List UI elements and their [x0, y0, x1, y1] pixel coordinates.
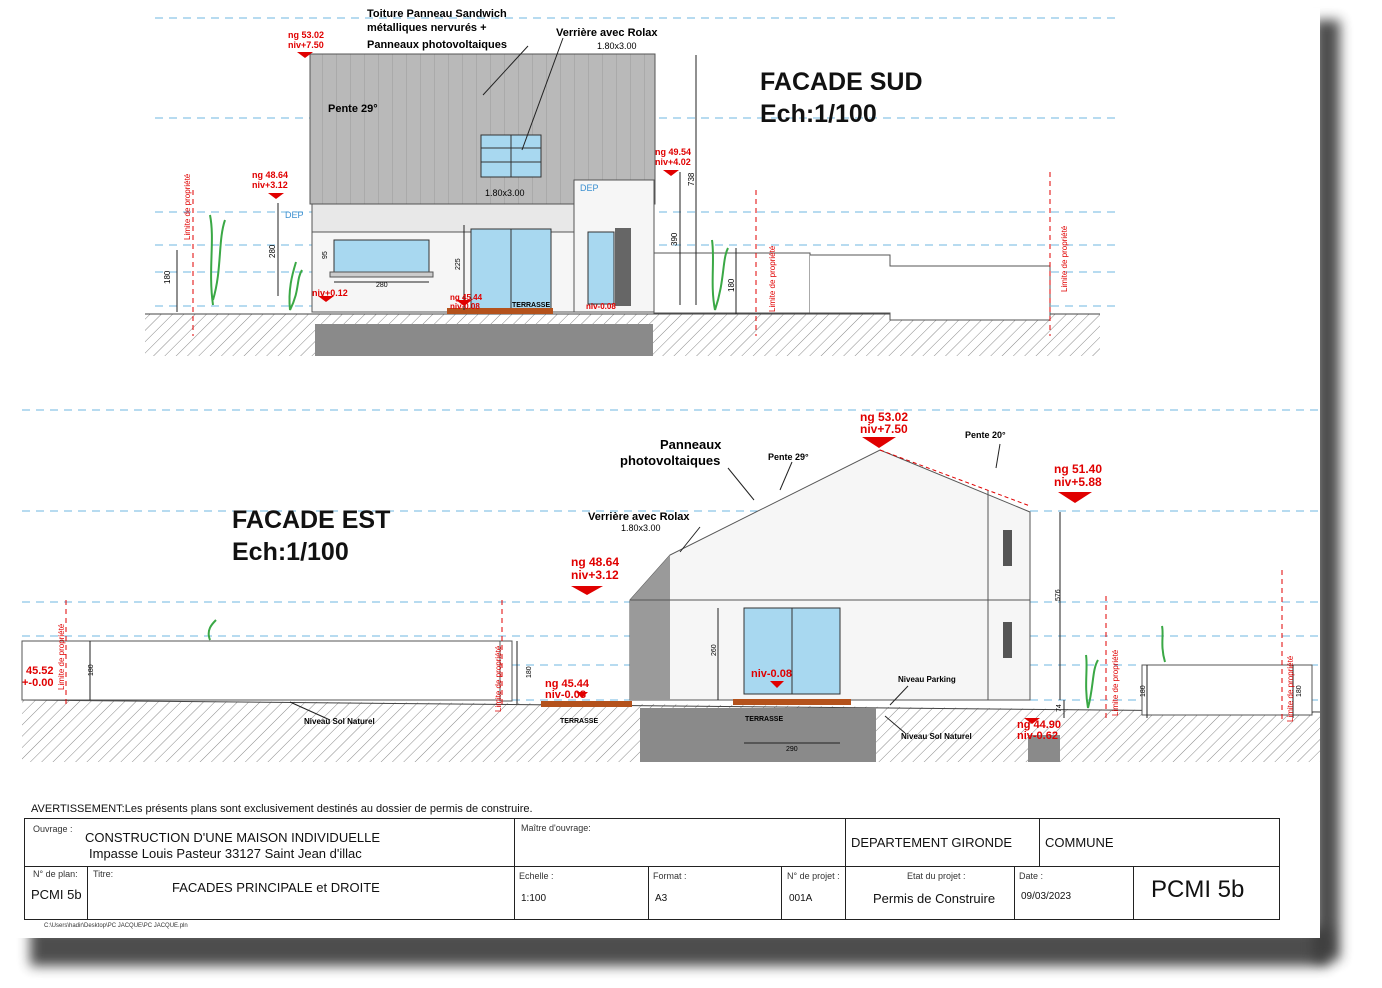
date-label: Date :: [1019, 871, 1044, 881]
est-verriere-dim: 1.80x3.00: [621, 523, 661, 533]
sud-terrace-label: TERRASSE: [512, 302, 551, 309]
est-dim-180c: 180: [1140, 685, 1147, 697]
sud-level-door: niv-0.08: [586, 302, 616, 311]
ouvrage-label: Ouvrage :: [33, 824, 73, 834]
sud-verriere-dim: 1.80x3.00: [597, 41, 637, 51]
est-level-right: ng 51.40 niv+5.88: [1054, 462, 1103, 489]
est-dim-576: 576: [1055, 589, 1062, 601]
maitre-label: Maître d'ouvrage:: [521, 823, 591, 833]
est-panneaux-2: photovoltaiques: [620, 453, 721, 468]
est-terrace-label-1: TERRASSE: [560, 718, 599, 725]
est-level-top: ng 53.02 niv+7.50: [860, 410, 909, 436]
sud-dim-280h: 280: [376, 282, 388, 289]
warning-text: AVERTISSEMENT:Les présents plans sont exclusivement destinés au dossier de permis de construire.: [31, 803, 533, 815]
sud-level-terrace: ng 45.44 niv-0.08: [450, 293, 483, 311]
ouvrage-line-1: CONSTRUCTION D'UNE MAISON INDIVIDUELLE: [85, 830, 381, 845]
est-level-terrace: ng 45.44 niv-0.08: [545, 678, 590, 701]
est-niveau-parking: Niveau Parking: [898, 675, 956, 684]
sud-limite-1: Limite de propriété: [183, 173, 192, 240]
etat-value: Permis de Construire: [873, 891, 996, 906]
plan-value: PCMI 5b: [31, 887, 82, 902]
est-scale: Ech:1/100: [232, 538, 349, 566]
sud-verriere-label: Verrière avec Rolax: [556, 27, 658, 39]
est-limite-2: Limite de propriété: [494, 645, 503, 712]
sud-dim-390: 390: [670, 232, 679, 246]
sud-roof-note-1: Toiture Panneau Sandwich: [367, 8, 507, 20]
facade-sud: [145, 18, 1118, 356]
est-panneaux-1: Panneaux: [660, 437, 722, 452]
est-pente-20: Pente 20°: [965, 430, 1006, 440]
est-terrace-left: [541, 701, 632, 707]
est-level-left: ng 48.64 niv+3.12: [571, 555, 620, 582]
sud-window-sill: [330, 272, 433, 277]
est-dim-290: 290: [786, 746, 798, 753]
est-dim-74: 74: [1056, 704, 1063, 712]
title-block: [24, 818, 1280, 920]
sud-dim-738: 738: [687, 172, 696, 186]
est-pente-29: Pente 29°: [768, 452, 809, 462]
sud-level-ground: niv+0.12: [312, 288, 348, 298]
titre-value: FACADES PRINCIPALE et DROITE: [172, 880, 380, 895]
etat-label: Etat du projet :: [907, 871, 966, 881]
sud-dep-2: DEP: [580, 183, 599, 193]
titre-label: Titre:: [93, 869, 114, 879]
sud-dim-180a: 180: [163, 270, 172, 284]
sud-fence: [810, 255, 1050, 320]
sud-roof-note-3: Panneaux photovoltaiques: [367, 39, 507, 51]
sud-dim-280v: 280: [268, 244, 277, 258]
est-level-edge: 45.52 +-0.00: [22, 665, 54, 689]
format-label: Format :: [653, 871, 687, 881]
sud-title: FACADE SUD: [760, 68, 923, 96]
sud-dim-95: 95: [322, 251, 329, 259]
projet-value: 001A: [789, 893, 813, 904]
echelle-label: Echelle :: [519, 871, 554, 881]
est-level-bottom: ng 44.90 niv-0.62: [1017, 719, 1062, 742]
est-limite-4: Limite de propriété: [1286, 655, 1295, 722]
sud-level-left: ng 48.64 niv+3.12: [252, 170, 289, 190]
est-level-door: niv-0.08: [751, 668, 792, 680]
date-value: 09/03/2023: [1021, 891, 1072, 902]
est-dim-260: 260: [711, 644, 718, 656]
sud-shutter: [615, 228, 631, 306]
sud-dep-1: DEP: [285, 210, 304, 220]
sud-limite-2: Limite de propriété: [768, 245, 777, 312]
est-terrace-right: [733, 699, 851, 705]
est-dim-180a: 180: [88, 664, 95, 676]
sud-pente: Pente 29°: [328, 103, 378, 115]
est-niveau-sol-1: Niveau Sol Naturel: [304, 717, 375, 726]
sud-dim-225: 225: [455, 258, 462, 270]
sud-window-dim: 1.80x3.00: [485, 188, 525, 198]
projet-label: N° de projet :: [787, 871, 840, 881]
est-limite-3: Limite de propriété: [1111, 649, 1120, 716]
sud-canopy: [312, 204, 574, 232]
est-verriere-label: Verrière avec Rolax: [588, 511, 690, 523]
ouvrage-line-2: Impasse Louis Pasteur 33127 Saint Jean d'illac: [89, 846, 362, 861]
format-value: A3: [655, 893, 668, 904]
sud-level-right: ng 49.54 niv+4.02: [655, 147, 692, 167]
est-dim-180b: 180: [526, 666, 533, 678]
sud-dim-180b: 180: [727, 278, 736, 292]
sud-scale: Ech:1/100: [760, 100, 877, 128]
plan-label: N° de plan:: [33, 869, 78, 879]
file-path: C:\Users\hadir\Desktop\PC JACQUE\PC JACQUE.pln: [44, 923, 188, 929]
est-title: FACADE EST: [232, 506, 391, 534]
est-terrace-label-2: TERRASSE: [745, 716, 784, 723]
sud-foundation: [315, 324, 653, 356]
departement: DEPARTEMENT GIRONDE: [851, 835, 1013, 850]
big-plan-code: PCMI 5b: [1151, 876, 1245, 903]
est-dim-180d: 180: [1296, 685, 1303, 697]
commune: COMMUNE: [1045, 835, 1114, 850]
est-limite-1: Limite de propriété: [57, 623, 66, 690]
sud-roof-note-2: métalliques nervurés +: [367, 22, 487, 34]
sud-verriere: [481, 135, 541, 177]
echelle-value: 1:100: [521, 893, 547, 904]
sud-limite-3: Limite de propriété: [1060, 225, 1069, 292]
sud-window-left: [334, 240, 429, 274]
est-niveau-sol-2: Niveau Sol Naturel: [901, 732, 972, 741]
sud-level-top: ng 53.02 niv+7.50: [288, 30, 325, 50]
sud-door: [588, 232, 614, 304]
